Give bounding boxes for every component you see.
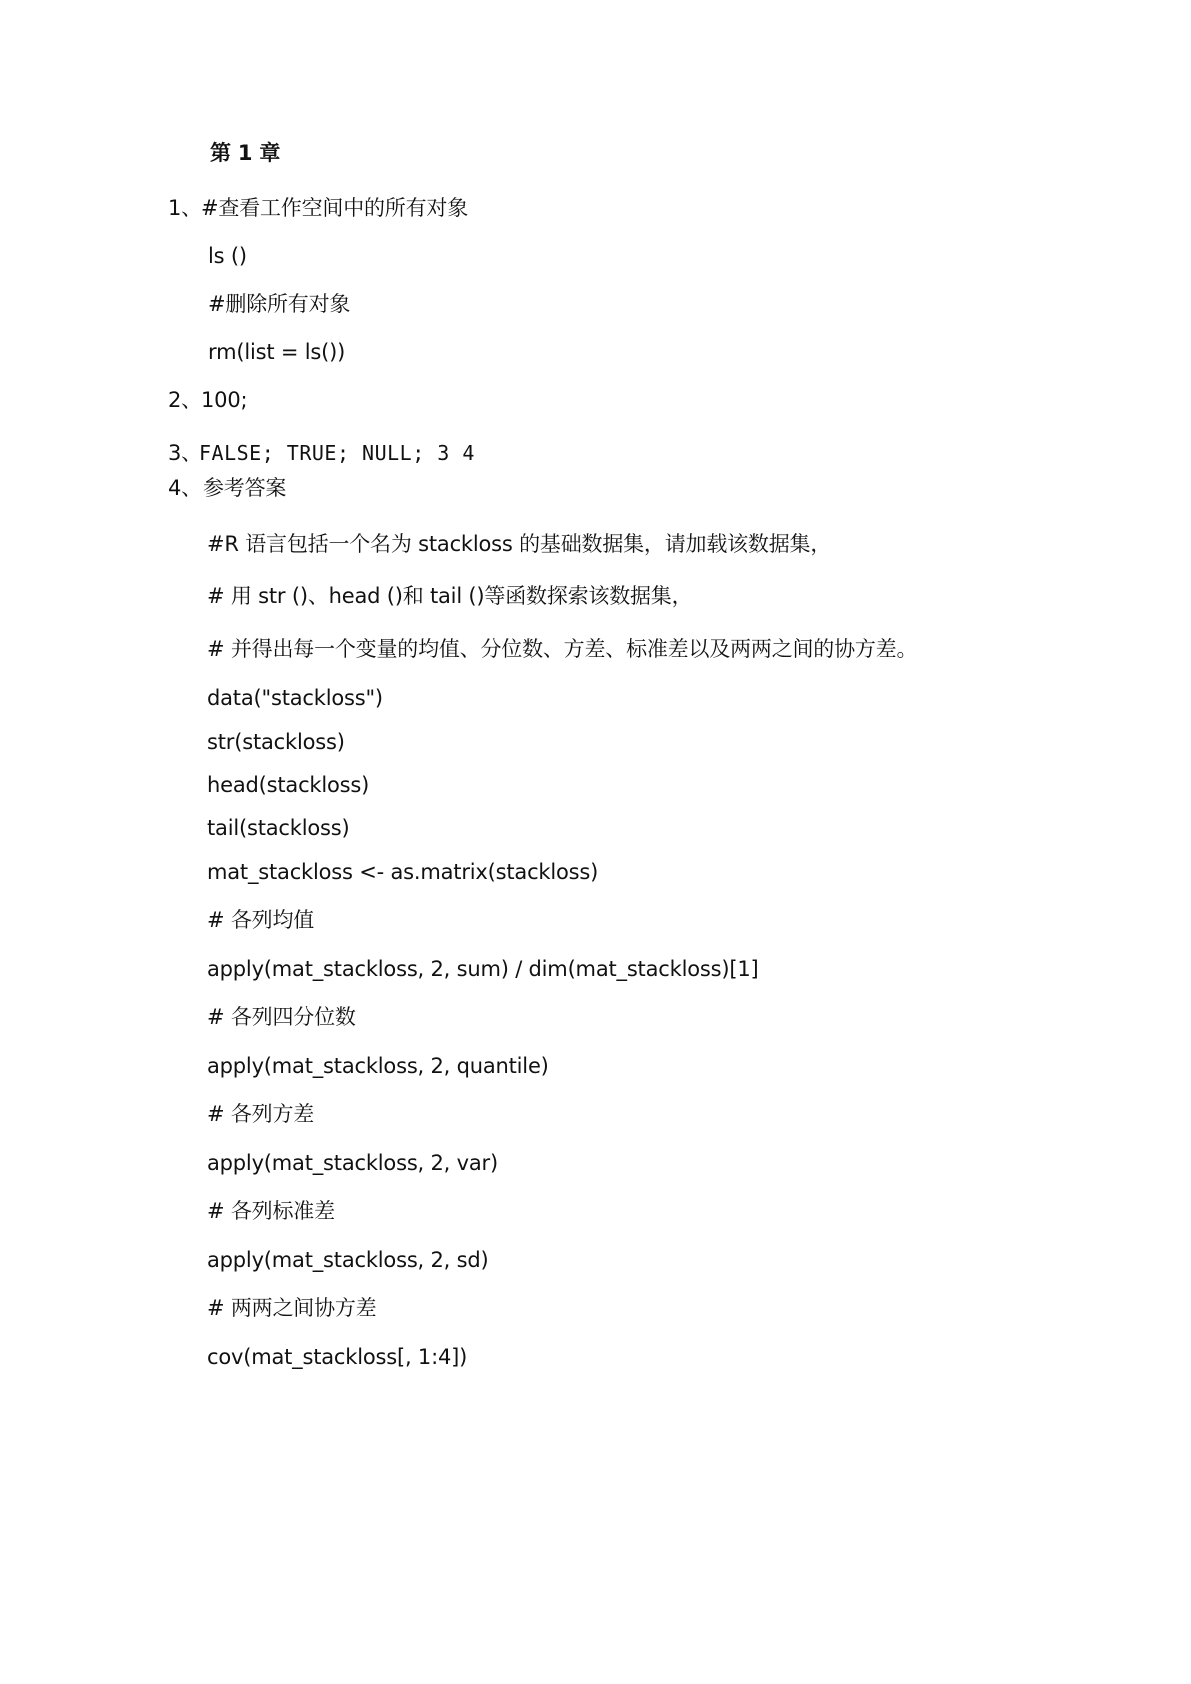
q4-code-str: str(stackloss) bbox=[207, 730, 345, 754]
question-1-number: 1、 bbox=[168, 196, 202, 220]
question-1-comment-remove-objects: #删除所有对象 bbox=[208, 292, 351, 316]
q4-code-covariance: cov(mat_stackloss[, 1:4]) bbox=[207, 1345, 468, 1369]
question-3-answer: FALSE; TRUE; NULL; 3 4 bbox=[199, 441, 475, 465]
q4-code-quantile: apply(mat_stackloss, 2, quantile) bbox=[207, 1054, 549, 1078]
q4-code-variance: apply(mat_stackloss, 2, var) bbox=[207, 1151, 498, 1175]
q4-comment-covariance: # 两两之间协方差 bbox=[207, 1296, 377, 1320]
question-3-number: 3、 bbox=[168, 441, 202, 465]
question-1-comment-list-objects: #查看工作空间中的所有对象 bbox=[201, 196, 468, 220]
q4-comment-line-1: #R 语言包括一个名为 stackloss 的基础数据集，请加载该数据集， bbox=[207, 532, 832, 556]
q4-comment-line-3: # 并得出每一个变量的均值、分位数、方差、标准差以及两两之间的协方差。 bbox=[207, 637, 918, 661]
q4-code-tail: tail(stackloss) bbox=[207, 816, 350, 840]
q4-code-mean: apply(mat_stackloss, 2, sum) / dim(mat_stackloss)[1] bbox=[207, 957, 759, 981]
q4-comment-mean: # 各列均值 bbox=[207, 908, 315, 932]
q4-code-sd: apply(mat_stackloss, 2, sd) bbox=[207, 1248, 489, 1272]
q4-comment-line-2: # 用 str ()、head ()和 tail ()等函数探索该数据集， bbox=[207, 584, 693, 608]
question-2-answer: 100; bbox=[201, 388, 248, 412]
question-2-number: 2、 bbox=[168, 388, 202, 412]
q4-comment-quantile: # 各列四分位数 bbox=[207, 1005, 356, 1029]
question-1-code-ls: ls () bbox=[208, 244, 247, 268]
q4-code-head: head(stackloss) bbox=[207, 773, 370, 797]
q4-code-data: data("stackloss") bbox=[207, 686, 383, 710]
question-1-code-rm: rm(list = ls()) bbox=[208, 340, 346, 364]
question-4-number: 4、 bbox=[168, 476, 202, 500]
q4-comment-variance: # 各列方差 bbox=[207, 1102, 315, 1126]
chapter-title: 第 1 章 bbox=[210, 141, 281, 165]
q4-comment-sd: # 各列标准差 bbox=[207, 1199, 335, 1223]
question-4-heading: 参考答案 bbox=[203, 476, 287, 500]
q4-code-as-matrix: mat_stackloss <- as.matrix(stackloss) bbox=[207, 860, 599, 884]
